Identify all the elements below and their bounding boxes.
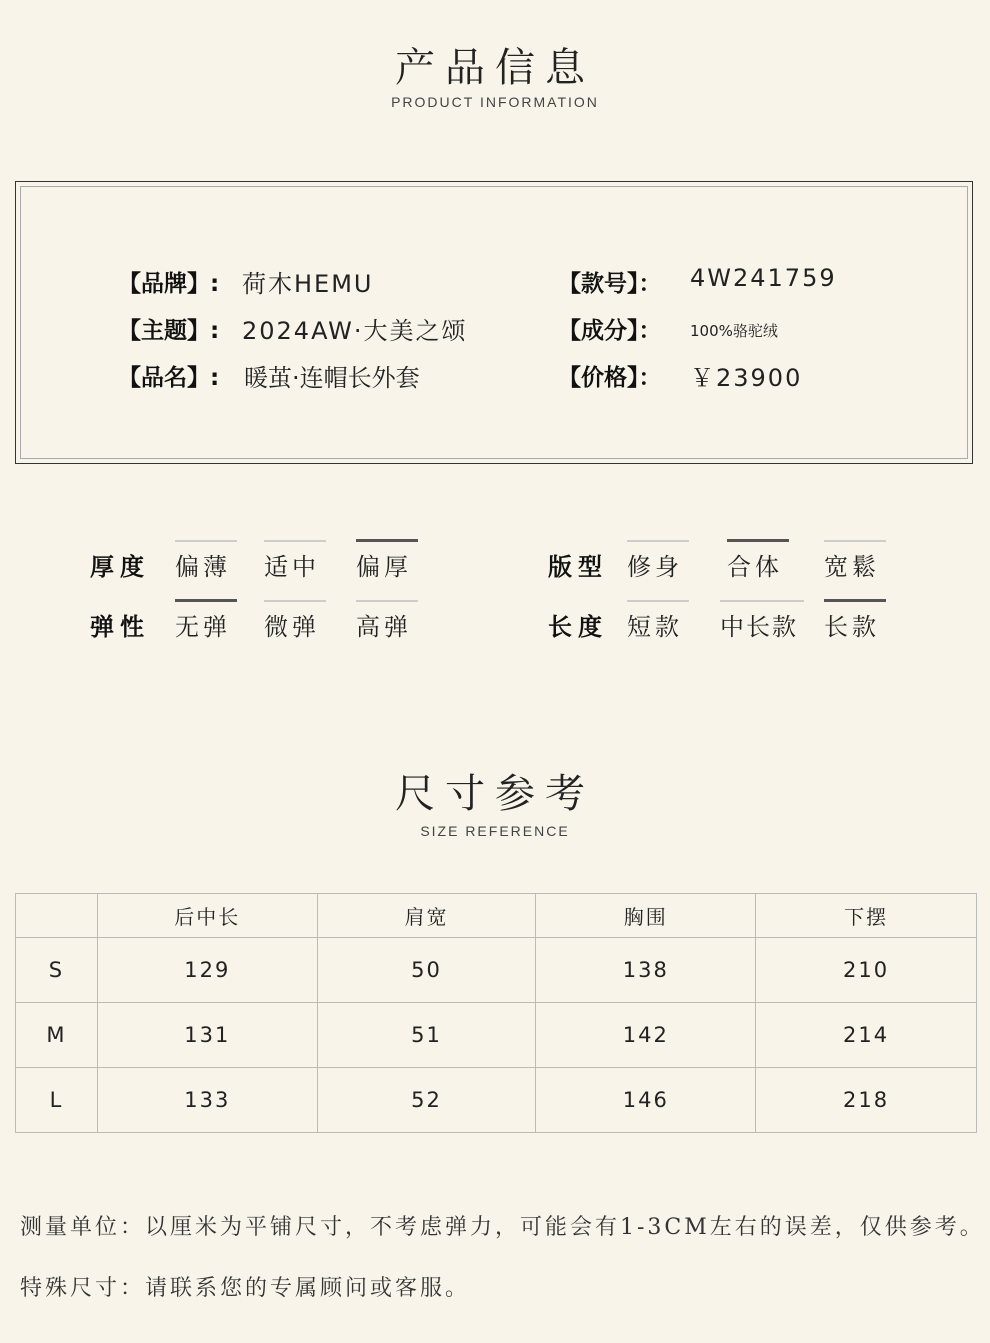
measurement-note: 测量单位：以厘米为平铺尺寸，不考虑弹力，可能会有1-3CM左右的误差，仅供参考。 bbox=[20, 1215, 985, 1240]
special-size-note: 特殊尺寸：请联系您的专属顾问或客服。 bbox=[20, 1276, 471, 1301]
fit-option-loose: 宽鬆 bbox=[824, 547, 886, 582]
fit-option-slim: 修身 bbox=[627, 547, 689, 582]
length-label: 长度 bbox=[548, 613, 608, 641]
length-option-short: 短款 bbox=[627, 607, 689, 642]
header-cell: 肩宽 bbox=[317, 894, 536, 938]
table-cell: 51 bbox=[317, 1003, 536, 1068]
header-cell: 后中长 bbox=[97, 894, 317, 938]
table-header-row bbox=[16, 894, 977, 938]
thickness-label: 厚度 bbox=[90, 553, 150, 581]
model-label: 【款号】： bbox=[558, 271, 662, 297]
table-cell: 218 bbox=[756, 1068, 977, 1133]
header-cell: 胸围 bbox=[536, 894, 756, 938]
brand-value: 荷木HEMU bbox=[242, 270, 374, 298]
table-cell: 133 bbox=[97, 1068, 317, 1133]
table-row bbox=[16, 1068, 977, 1133]
table-cell: 214 bbox=[756, 1003, 977, 1068]
table-cell: 131 bbox=[97, 1003, 317, 1068]
info-title: 产品信息 bbox=[395, 45, 595, 91]
elasticity-option-slight: 微弹 bbox=[264, 607, 326, 642]
table-cell: 50 bbox=[317, 938, 536, 1003]
size-cell: S bbox=[16, 938, 98, 1003]
size-cell: M bbox=[16, 1003, 98, 1068]
info-subtitle: PRODUCT INFORMATION bbox=[391, 94, 599, 110]
price-label: 【价格】： bbox=[558, 365, 662, 391]
table-cell: 129 bbox=[97, 938, 317, 1003]
theme-label: 【主题】: bbox=[118, 318, 220, 344]
elasticity-option-high: 高弹 bbox=[356, 607, 418, 642]
header-cell bbox=[16, 894, 98, 938]
fit-option-regular: 合体 bbox=[727, 547, 789, 582]
model-value: 4W241759 bbox=[690, 264, 837, 292]
material-label: 【成分】： bbox=[558, 318, 662, 344]
table-row bbox=[16, 1003, 977, 1068]
elasticity-option-none: 无弹 bbox=[175, 607, 237, 642]
name-value: 暖茧·连帽长外套 bbox=[244, 364, 420, 392]
size-subtitle: SIZE REFERENCE bbox=[420, 823, 570, 839]
brand-label: 【品牌】: bbox=[118, 271, 220, 297]
theme-value: 2024AW·大美之颂 bbox=[242, 317, 468, 345]
table-row bbox=[16, 938, 977, 1003]
table-cell: 138 bbox=[536, 938, 756, 1003]
thickness-option-thick: 偏厚 bbox=[356, 547, 418, 582]
material-value: 100%骆驼绒 bbox=[690, 322, 778, 340]
size-table bbox=[15, 893, 977, 1133]
fit-label: 版型 bbox=[548, 553, 608, 581]
length-option-long: 长款 bbox=[824, 607, 886, 642]
header-cell: 下摆 bbox=[756, 894, 977, 938]
length-option-mid: 中长款 bbox=[720, 607, 804, 642]
size-cell: L bbox=[16, 1068, 98, 1133]
table-cell: 142 bbox=[536, 1003, 756, 1068]
name-label: 【品名】: bbox=[118, 365, 220, 391]
thickness-option-thin: 偏薄 bbox=[175, 547, 237, 582]
table-cell: 52 bbox=[317, 1068, 536, 1133]
table-cell: 210 bbox=[756, 938, 977, 1003]
elasticity-label: 弹性 bbox=[90, 613, 150, 641]
table-cell: 146 bbox=[536, 1068, 756, 1133]
price-value: ￥23900 bbox=[690, 364, 803, 392]
size-title: 尺寸参考 bbox=[395, 771, 595, 817]
thickness-option-medium: 适中 bbox=[264, 547, 326, 582]
